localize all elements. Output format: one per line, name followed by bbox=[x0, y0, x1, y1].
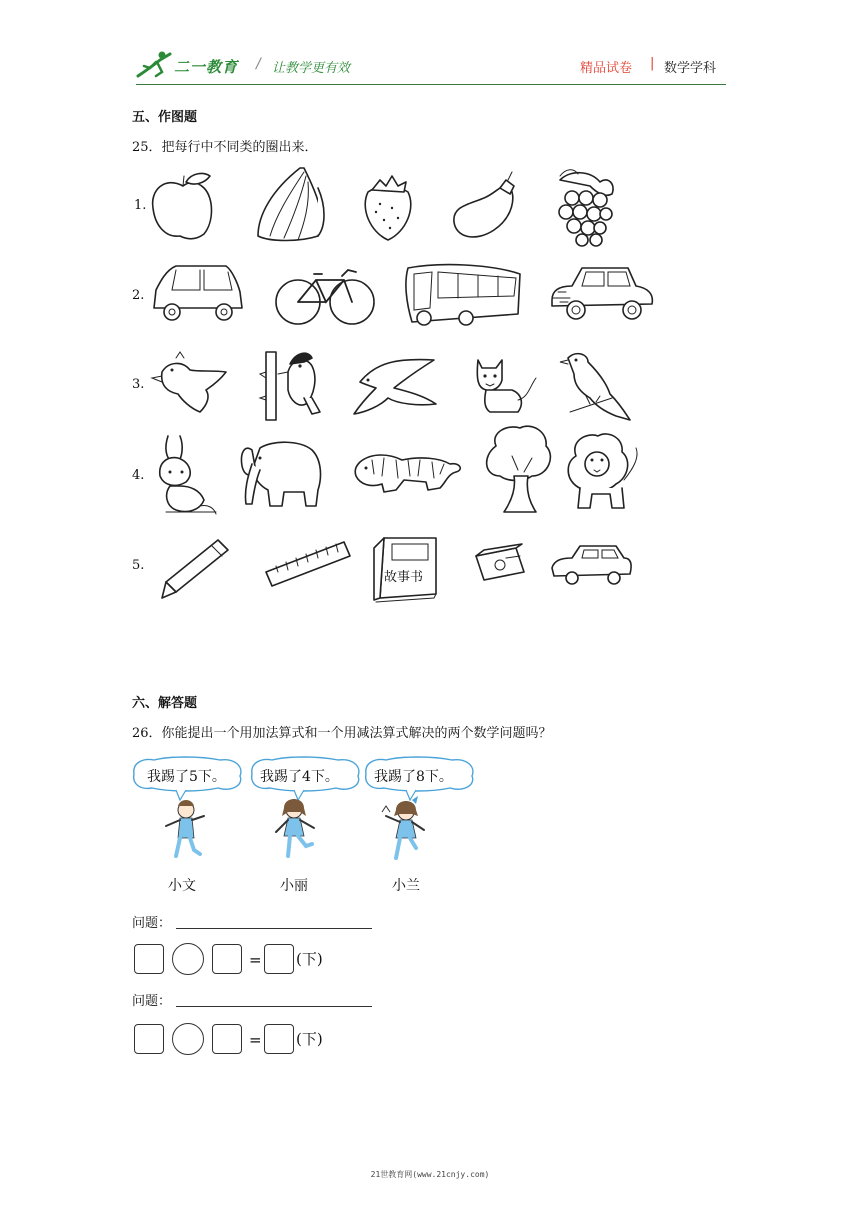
row-label-2: 2. bbox=[132, 288, 145, 303]
problem-label-2: 问题： bbox=[132, 994, 172, 1009]
kid-xiaowen-figure[interactable] bbox=[166, 800, 204, 856]
bananas-icon[interactable] bbox=[258, 168, 324, 241]
row-label-5: 5. bbox=[132, 558, 145, 573]
name-xiaolan: 小兰 bbox=[392, 878, 420, 894]
eggplant-icon[interactable] bbox=[454, 172, 514, 237]
problem-label-1: 问题： bbox=[132, 916, 172, 931]
strawberry-icon[interactable] bbox=[365, 176, 411, 240]
ruler-icon[interactable] bbox=[266, 542, 350, 586]
small-car-icon[interactable] bbox=[552, 546, 631, 584]
swallow-icon[interactable] bbox=[354, 360, 436, 414]
unit-label-1: (下) bbox=[296, 950, 323, 968]
speech-xiaowen: 我踢了5下。 bbox=[147, 769, 226, 785]
book-label: 故事书 bbox=[384, 570, 424, 585]
question-25: 25．把每行中不同类的圈出来． bbox=[132, 140, 318, 155]
equals-sign-1: = bbox=[249, 951, 262, 969]
operand-box-2b[interactable] bbox=[212, 1024, 242, 1054]
problem-answer-line-2[interactable] bbox=[176, 994, 372, 1007]
kid-xiaoli-figure[interactable] bbox=[276, 799, 314, 856]
badge-premium: 精品试卷 bbox=[580, 61, 633, 76]
result-box-2[interactable] bbox=[264, 1024, 294, 1054]
logo-text: 二一教育 bbox=[174, 58, 239, 76]
apple-icon[interactable] bbox=[153, 174, 212, 239]
bus-icon[interactable] bbox=[406, 265, 520, 325]
grapes-icon[interactable] bbox=[559, 170, 613, 246]
operand-box-1b[interactable] bbox=[212, 944, 242, 974]
result-box-1[interactable] bbox=[264, 944, 294, 974]
lion-icon[interactable] bbox=[568, 434, 637, 508]
elephant-icon[interactable] bbox=[241, 442, 320, 506]
tiger-icon[interactable] bbox=[355, 455, 460, 492]
row-label-3: 3. bbox=[132, 377, 145, 392]
equals-sign-2: = bbox=[249, 1031, 262, 1049]
problem-answer-line-1[interactable] bbox=[176, 916, 372, 929]
section-5-title: 五、作图题 bbox=[132, 110, 198, 125]
sharpener-icon[interactable] bbox=[476, 544, 524, 580]
footer-text: 21世教育网(www.21cnjy.com) bbox=[370, 1170, 490, 1179]
bird-icon[interactable] bbox=[152, 352, 226, 412]
operand-box-2a[interactable] bbox=[134, 1024, 164, 1054]
cat-icon[interactable] bbox=[477, 360, 536, 412]
operator-circle-1[interactable] bbox=[172, 943, 204, 975]
header-slogan: 让教学更有效 bbox=[272, 61, 351, 76]
perched-bird-icon[interactable] bbox=[560, 354, 630, 420]
operator-circle-2[interactable] bbox=[172, 1023, 204, 1055]
question-26: 26．你能提出一个用加法算式和一个用减法算式解决的两个数学问题吗？ bbox=[132, 726, 552, 741]
rabbit-icon[interactable] bbox=[160, 436, 216, 514]
header-slash: / bbox=[256, 56, 261, 72]
tree-icon[interactable] bbox=[487, 426, 551, 512]
car-icon[interactable] bbox=[154, 266, 242, 320]
bicycle-icon[interactable] bbox=[276, 270, 374, 324]
speech-xiaolan: 我踢了8下。 bbox=[374, 769, 453, 785]
speech-xiaoli: 我踢了4下。 bbox=[260, 769, 339, 785]
unit-label-2: (下) bbox=[296, 1030, 323, 1048]
name-xiaowen: 小文 bbox=[168, 878, 196, 894]
vintage-car-icon[interactable] bbox=[552, 268, 652, 319]
badge-subject: 数学学科 bbox=[664, 61, 717, 76]
pencil-icon[interactable] bbox=[162, 540, 228, 598]
row-label-4: 4. bbox=[132, 468, 145, 483]
section-6-title: 六、解答题 bbox=[132, 696, 198, 711]
woodpecker-icon[interactable] bbox=[260, 352, 320, 420]
badge-separator: | bbox=[650, 56, 655, 71]
operand-box-1a[interactable] bbox=[134, 944, 164, 974]
row-label-1: 1. bbox=[134, 198, 147, 213]
name-xiaoli: 小丽 bbox=[280, 878, 308, 894]
kid-xiaolan-figure[interactable] bbox=[382, 796, 424, 858]
